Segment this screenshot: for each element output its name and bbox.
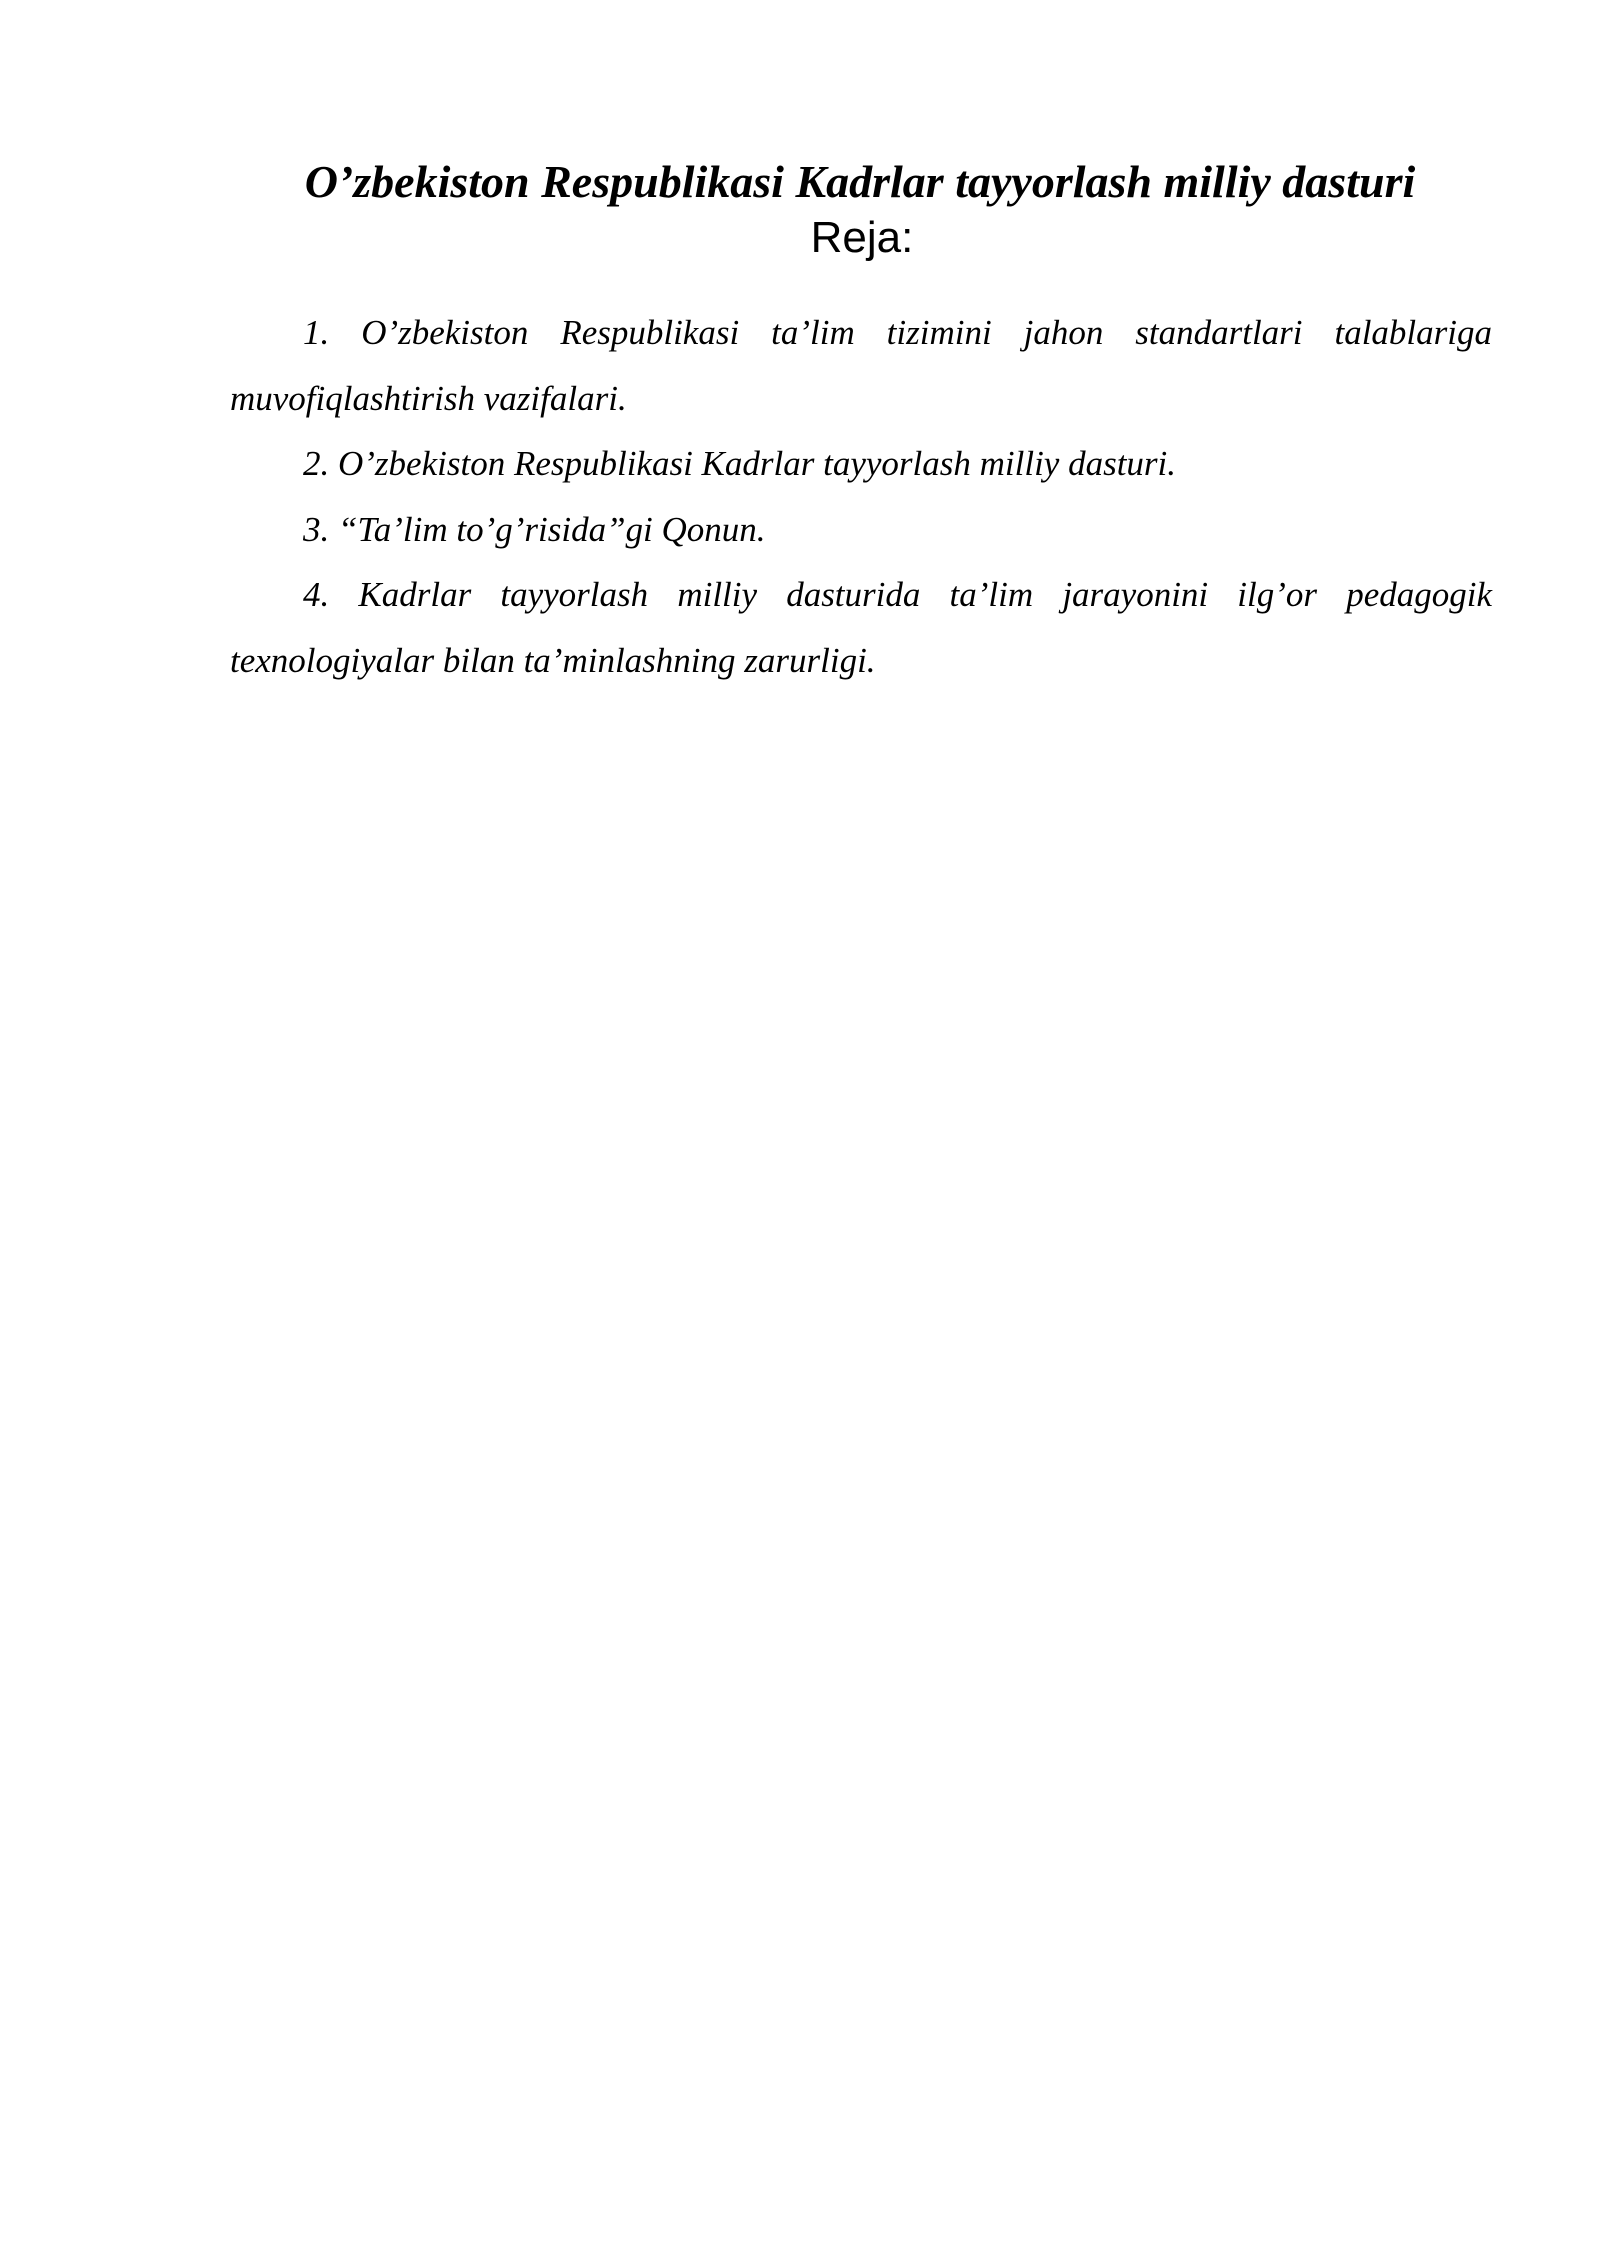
plan-list (230, 300, 1492, 693)
document-title: O’zbekiston Respublikasi Kadrlar tayyorlash milliy dasturi (304, 156, 1416, 207)
plan-heading: Reja: (810, 213, 914, 262)
plan-item-4: 4. Kadrlar tayyorlash milliy dasturida ta’lim jarayonini ilg’or pedagogik texnologiyalar bilan ta’minlashning zarurligi. (230, 575, 1492, 680)
plan-item-2: 2. O’zbekiston Respublikasi Kadrlar tayyorlash milliy dasturi. (303, 444, 1177, 483)
plan-item-1: 1. O’zbekiston Respublikasi ta’lim tizimini jahon standartlari talablariga muvofiqlashtirish vazifalari. (230, 313, 1492, 418)
plan-item-3: 3. “Ta’lim to’g’risida”gi Qonun. (303, 509, 766, 549)
